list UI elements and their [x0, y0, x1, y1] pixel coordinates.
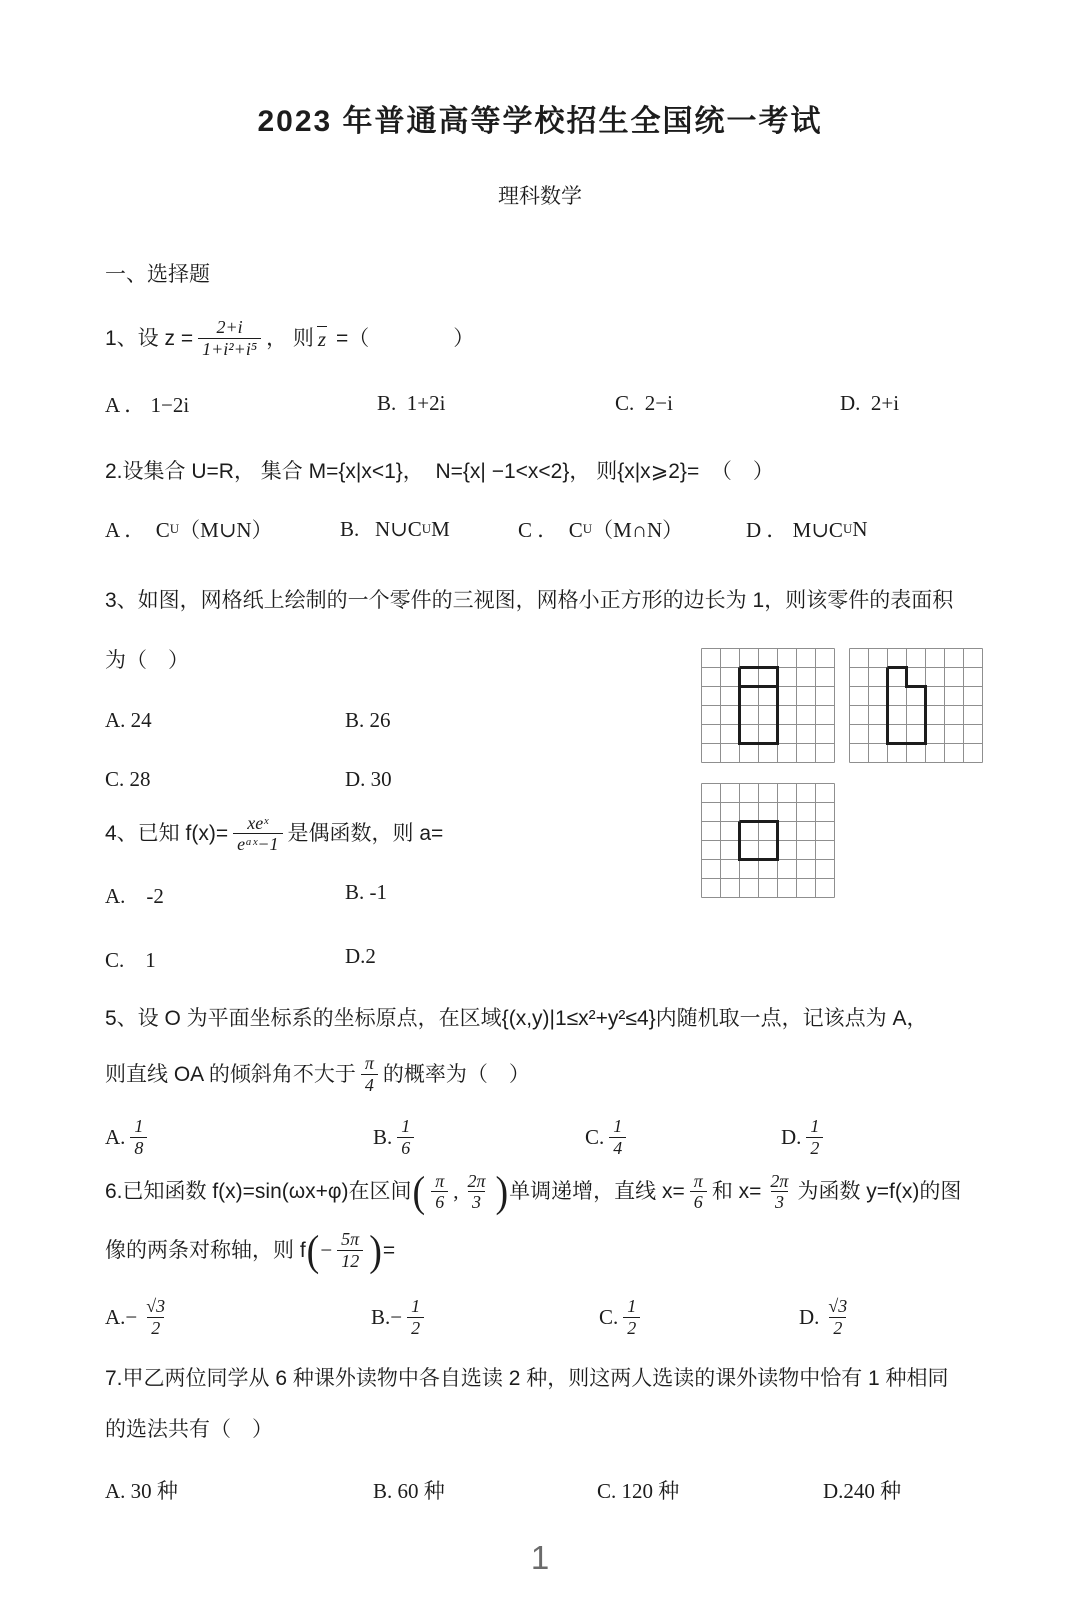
question-5-options: [105, 1117, 975, 1158]
q6-x2-den: 3: [771, 1191, 788, 1212]
q5-option-b-num: 1: [401, 1115, 411, 1136]
q7-option-d: D.240 种: [823, 1479, 902, 1504]
q6-option-c-num: 1: [627, 1296, 637, 1317]
q6-option-d-den: 2: [829, 1317, 846, 1338]
q5-option-c-den: 4: [609, 1137, 626, 1158]
q6-option-c-label: C.: [599, 1304, 619, 1329]
q4-text-pre: 4、已知 f(x)=: [105, 822, 229, 846]
q6-option-b-num: 1: [411, 1296, 421, 1317]
q6-option-a-fraction: [142, 1297, 169, 1338]
q4-fraction-numerator: xeˣ: [247, 812, 269, 833]
q6-right-paren: ): [495, 1167, 509, 1217]
q1-fraction-numerator: 2+i: [216, 317, 243, 337]
q2-option-d: D ． M∪C U N: [746, 516, 868, 543]
question-3-stem-line1: 3、如图，网格纸上绘制的一个零件的三视图，网格小正方形的边长为 1，则该零件的表面积: [105, 589, 954, 613]
q1-fraction-denominator: 1+i²+i⁵: [198, 338, 261, 359]
q6-text-mid1: 单调递增，直线 x=: [509, 1180, 685, 1204]
q5-option-a-den: 8: [130, 1137, 147, 1158]
q3-option-b: B. 26: [345, 707, 391, 732]
q6-option-d: [799, 1297, 975, 1338]
q1-text-post: =（ ）: [330, 326, 475, 350]
q6-int-num1: π: [435, 1170, 445, 1191]
q3-option-d: D. 30: [345, 766, 392, 791]
q3-figures-top-row: [701, 648, 993, 763]
q5-text-pre: 则直线 OA 的倾斜角不大于: [105, 1062, 356, 1086]
q7-option-a: A. 30 种: [105, 1479, 178, 1504]
page-title: 2023 年普通高等学校招生全国统一考试: [257, 105, 823, 138]
question-3-4-text-column: [105, 628, 695, 974]
q5-option-a-label: A.: [105, 1124, 126, 1149]
three-view-top-grid: [701, 783, 993, 898]
q5-option-a: [105, 1117, 373, 1158]
q6-option-a: [105, 1297, 371, 1338]
q6-interval-comma: ,: [453, 1179, 459, 1204]
q4-fraction-denominator: eᵃˣ−1: [233, 833, 282, 854]
q5-option-b-den: 6: [397, 1137, 414, 1158]
q6-option-a-label: A.: [105, 1304, 126, 1329]
question-3-options-row1: [105, 708, 695, 733]
q5-option-d-den: 2: [806, 1137, 823, 1158]
q6-left-paren: (: [412, 1167, 426, 1217]
q7-option-c: C. 120 种: [597, 1479, 680, 1504]
q5-option-b-fraction: [397, 1117, 414, 1158]
q6-option-b-fraction: [407, 1297, 424, 1338]
q6-f-num: 5π: [341, 1229, 360, 1250]
q4-option-a: A. -2: [105, 884, 164, 909]
q5-pi-over-4: [361, 1054, 378, 1095]
q6-x1-den: 6: [690, 1191, 707, 1212]
q4-option-d: D.2: [345, 944, 376, 969]
question-7-options: [105, 1475, 975, 1505]
q6-int-num2: 2π: [467, 1170, 486, 1191]
q6-x2-num: 2π: [770, 1170, 789, 1191]
q6-option-d-label: D.: [799, 1304, 820, 1329]
q5-option-d: [781, 1117, 975, 1158]
q5-option-c-label: C.: [585, 1124, 605, 1149]
question-6-stem-line2: [105, 1226, 975, 1275]
q6-option-c-fraction: [623, 1297, 640, 1338]
q5-pi-denominator: 4: [361, 1074, 378, 1095]
q5-option-b-label: B.: [373, 1124, 393, 1149]
q6-option-b-den: 2: [407, 1317, 424, 1338]
q3-option-a: A. 24: [105, 707, 152, 732]
q6-option-a-den: 2: [147, 1317, 164, 1338]
q1-option-d: D. 2+i: [840, 391, 900, 416]
three-view-front-grid: [701, 648, 835, 763]
question-4-options-row1: [105, 880, 695, 910]
q7-option-b: B. 60 种: [373, 1479, 445, 1504]
q2-option-a: A ． C U （M∪N）: [105, 518, 273, 543]
question-1-options: [105, 389, 975, 419]
q5-option-c-num: 1: [613, 1115, 623, 1136]
q6-option-b-label: B.: [371, 1304, 391, 1329]
q6-text-post1: 为函数 y=f(x)的图: [797, 1180, 962, 1204]
q5-option-a-fraction: [130, 1117, 147, 1158]
q6-text-pre: 6.已知函数 f(x)=sin(ωx+φ)在区间: [105, 1180, 412, 1204]
q6-axis2-fraction: [766, 1172, 792, 1213]
q1-text-mid: ， 则: [266, 326, 314, 350]
q6-option-c: [599, 1297, 799, 1338]
page-number: 1: [530, 1539, 550, 1577]
q5-option-c: [585, 1117, 781, 1158]
section-heading: 一、选择题: [105, 263, 210, 286]
q3-figures: [701, 628, 993, 898]
q1-fraction: [198, 318, 261, 359]
q4-option-b: B. -1: [345, 880, 387, 905]
q3-option-c: C. 28: [105, 766, 151, 791]
question-7-stem-line2: 的选法共有（ ）: [105, 1418, 273, 1442]
q6-equals: =: [382, 1238, 396, 1262]
q1-option-c: C. 2−i: [615, 391, 673, 416]
q6-int-den2: 3: [468, 1191, 485, 1212]
q4-option-c: C. 1: [105, 948, 156, 973]
question-4-stem: [105, 814, 695, 855]
q1-option-b: B. 1+2i: [377, 391, 446, 416]
q6-x1-num: π: [693, 1170, 703, 1191]
question-2-options: [105, 514, 975, 544]
q6-f-argument-fraction: [337, 1230, 363, 1271]
q6-option-d-fraction: [824, 1297, 851, 1338]
question-5-stem-line2: [105, 1054, 975, 1095]
q6-int-den1: 6: [431, 1191, 448, 1212]
three-view-side-grid: [849, 648, 983, 763]
q6-option-b: [371, 1297, 599, 1338]
page-subtitle: 理科数学: [498, 185, 582, 208]
q1-conjugate-z: z: [317, 327, 327, 352]
q6-option-a-sign: −: [125, 1304, 138, 1329]
q5-option-d-num: 1: [810, 1115, 820, 1136]
q5-option-a-num: 1: [134, 1115, 144, 1136]
q6-text-mid2: 和 x=: [711, 1180, 762, 1204]
q5-option-d-label: D.: [781, 1124, 802, 1149]
question-4-options-row2: [105, 944, 695, 974]
q6-option-d-num: √3: [828, 1296, 848, 1317]
q6-option-c-den: 2: [623, 1317, 640, 1338]
q4-fraction: [233, 814, 282, 855]
q2-option-b: B. N∪C U M: [340, 516, 450, 541]
q6-option-a-num: √3: [146, 1296, 166, 1317]
q6-interval-frac1: [431, 1172, 448, 1213]
question-7-stem-line1: 7.甲乙两位同学从 6 种课外读物中各自选读 2 种，则这两人选读的课外读物中恰有 1 种相同: [105, 1366, 949, 1390]
q6-f-den: 12: [337, 1250, 363, 1271]
q6-f-right-paren: ): [369, 1226, 382, 1275]
q1-option-a: A ． 1−2i: [105, 392, 190, 417]
q6-axis1-fraction: [690, 1172, 707, 1213]
q5-option-c-fraction: [609, 1117, 626, 1158]
q6-interval-frac2: [463, 1172, 489, 1213]
q6-text-line2-pre: 像的两条对称轴，则 f: [105, 1238, 306, 1262]
question-3-4-zone: [105, 628, 975, 974]
q5-text-post: 的概率为（ ）: [382, 1062, 530, 1086]
question-2-stem: 2.设集合 U=R， 集合 M={x|x<1}， N={x| −1<x<2}， 则{x|x⩾2}= （ ）: [105, 459, 774, 483]
q4-text-post: 是偶函数，则 a=: [287, 822, 444, 846]
q5-option-d-fraction: [806, 1117, 823, 1158]
q2-option-c: C ． C U （M∩N）: [518, 518, 684, 543]
q1-text-pre: 1、设 z =: [105, 326, 194, 350]
q6-minus-sign: −: [320, 1237, 333, 1262]
question-3-options-row2: [105, 767, 695, 792]
question-3-stem-line2: 为（ ）: [105, 648, 189, 672]
q5-option-b: [373, 1117, 585, 1158]
question-5-stem-line1: 5、设 O 为平面坐标系的坐标原点，在区域{(x,y)|1≤x²+y²≤4}内随机取一点，记该点为 A，: [105, 1007, 928, 1031]
q6-f-left-paren: (: [306, 1226, 320, 1275]
question-1-stem: [105, 318, 975, 359]
q6-option-b-sign: −: [390, 1304, 403, 1329]
q5-pi-numerator: π: [364, 1052, 374, 1073]
question-6-options: [105, 1297, 975, 1338]
question-6-stem-line1: [105, 1167, 975, 1217]
